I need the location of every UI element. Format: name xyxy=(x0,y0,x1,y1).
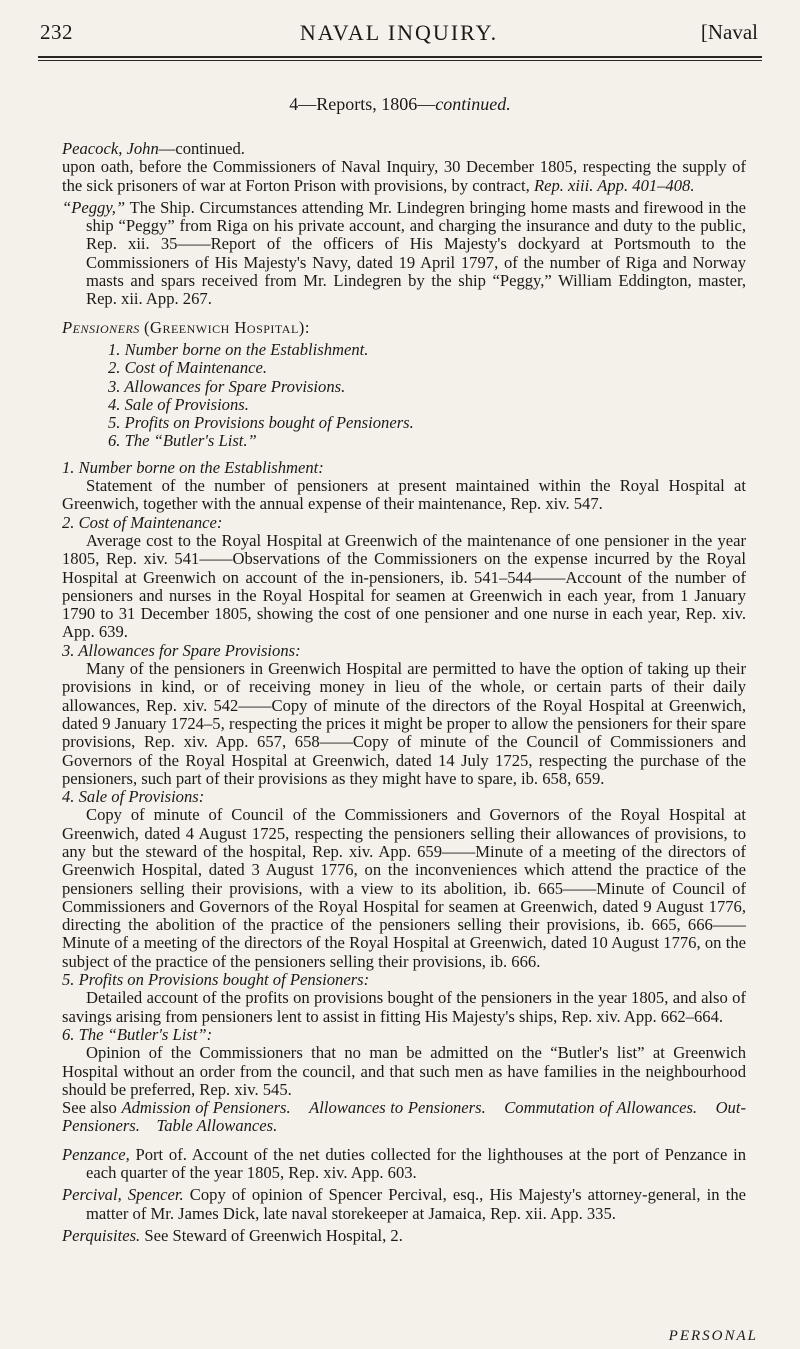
list-item: 5. Profits on Provisions bought of Pensioners. xyxy=(108,413,414,433)
entry-heading: “Peggy,” xyxy=(62,197,126,217)
header-rule-thin xyxy=(38,60,762,61)
subsection-heading: 6. The “Butler's List”: xyxy=(62,1024,213,1044)
subsection-text: Statement of the number of pensioners at present maintained within the Royal Hospital at Greenwich, together with the annual expense of their maintenance, Rep. xiv. 547. xyxy=(62,476,746,514)
subsection-heading: 3. Allowances for Spare Provisions: xyxy=(62,640,301,660)
page-number: 232 xyxy=(40,20,73,44)
see-also-item: Admission of Pensioners. xyxy=(121,1098,291,1118)
entry-peggy: “Peggy,” The Ship. Circumstances attending Mr. Lindegren bringing home masts and firewood in the ship “Peggy” from Riga on his private account, and charging the insurance and duty to the public, Rep. xii. 35——Report of the officers of His Majesty's dockyard at Portsmouth to the Commissioners of His Majesty's Navy, dated 19 April 1797, of the number of Riga and Norway masts and spars received from Mr. Lindegren by the ship “Peggy,” William Eddington, master, Rep. xii. App. 267. xyxy=(62,197,746,309)
see-also-item: Table Allowances. xyxy=(156,1116,278,1136)
subsection-heading: 5. Profits on Provisions bought of Pensioners: xyxy=(62,970,370,990)
running-title: NAVAL INQUIRY. xyxy=(299,20,499,45)
entry-heading: Percival, Spencer. xyxy=(62,1185,184,1205)
subsection-text: Average cost to the Royal Hospital at Greenwich of the maintenance of one pensioner in the year 1805, Rep. xiv. 541——Observations of the Commissioners on the expense incurred by the Royal Hospital at Greenwich on account of the in-pensioners, ib. 541–544——Account of the number of pensioners and nurses in the Royal Hospital for seamen at Greenwich in each year, from 1 January 1790 to 31 December 1805, showing the cost of one pensioner and one nurse in each year, Rep. xiv. App. 639. xyxy=(62,530,746,642)
subsection-text: Many of the pensioners in Greenwich Hospital are permitted to have the option of taking up their provisions in kind, or of receiving money in lieu of the whole, or certain parts of their daily allowances, Rep. xiv. 542——Copy of minute of the directors of the Royal Hospital at Greenwich, dated 9 January 1724–5, respecting the prices it might be proper to allow the pensioners for their spare provisions, Rep. xiv. App. 657, 658——Copy of minute of the Council of Commissioners and Governors of the Royal Hospital at Greenwich, dated 14 July 1725, respecting the purchase of the pensioners, such part of their provisions as they might have to spare, ib. 658, 659. xyxy=(62,659,746,788)
subsection-heading: 4. Sale of Provisions: xyxy=(62,787,205,807)
pensioners-list xyxy=(108,341,746,451)
entry-perceval: Percival, Spencer. Copy of opinion of Spencer Percival, esq., His Majesty's attorney-general, in the matter of Mr. James Dick, late naval storekeeper at Jamaica, Rep. xii. App. 335. xyxy=(62,1185,746,1223)
entry-peacock-text: upon oath, before the Commissioners of Naval Inquiry, 30 December 1805, respecting the supply of the sick prisoners of war at Forton Prison with provisions, by contract, Rep. xiii. App. 401–408. xyxy=(62,157,746,195)
list-item: 2. Cost of Maintenance. xyxy=(108,358,268,378)
index-body xyxy=(62,140,746,1245)
section-subtitle: 4—Reports, 1806—continued. xyxy=(289,94,511,114)
entry-pensioners: Pensioners (Greenwich Hospital): xyxy=(62,317,310,337)
see-also-item: Allowances to Pensioners. xyxy=(309,1098,486,1118)
subsection-text: Detailed account of the profits on provisions bought of the pensioners in the year 1805, and also of savings arising from pensioners lent to assist in fitting His Majesty's ships, Rep. xiv. App. 662–664. xyxy=(62,988,746,1026)
list-item: 4. Sale of Provisions. xyxy=(108,394,249,414)
section-tag: [Naval xyxy=(700,20,758,44)
list-item: 6. The “Butler's List.” xyxy=(108,431,257,451)
entry-heading: Penzance, xyxy=(62,1144,130,1164)
subsection-heading: 2. Cost of Maintenance: xyxy=(62,512,223,532)
entry-perquisites: Perquisites. See Steward of Greenwich Hospital, 2. xyxy=(62,1225,403,1245)
page-header xyxy=(40,20,758,50)
subsection-heading: 1. Number borne on the Establishment: xyxy=(62,457,324,477)
list-item: 3. Allowances for Spare Provisions. xyxy=(108,376,346,396)
subsection-text: Copy of minute of Council of the Commissioners and Governors of the Royal Hospital at Greenwich, dated 4 August 1725, respecting the pensioners selling their allowances of provisions, to any but the steward of the hospital, Rep. xiv. App. 659——Minute of a meeting of the directors of Greenwich Hospital, dated 3 August 1776, on the inconveniences which attend the practice of the pensioners selling their provisions, with a view to its abolition, ib. 665——Minute of Council of Commissioners and Governors of the Royal Hospital for seamen at Greenwich, dated 9 August 1776, directing the abolition of the practice of the pensioners selling their provisions, ib. 665, 666——Minute of a meeting of the directors of the Royal Hospital at Greenwich, dated 10 August 1776, on the subject of the practice of the pensioners selling their provisions, ib. 666. xyxy=(62,805,746,971)
entry-heading: Pensioners xyxy=(62,317,140,337)
subsection-text: Opinion of the Commissioners that no man be admitted on the “Butler's list” at Greenwich Hospital without an order from the council, and that such men as have families in the neighbourhood should be preferred, Rep. xiv. 545. xyxy=(62,1043,746,1099)
list-item: 1. Number borne on the Establishment. xyxy=(108,339,369,359)
see-also-item: Out-Pensioners. xyxy=(62,1098,746,1136)
see-also-item: Commutation of Allowances. xyxy=(504,1098,698,1118)
header-rule-thick xyxy=(38,56,762,58)
catchword: PERSONAL xyxy=(668,1328,758,1344)
entry-penzance: Penzance, Port of. Account of the net duties collected for the lighthouses at the port of Penzance in each quarter of the year 1805, Rep. xiv. App. 603. xyxy=(62,1144,746,1183)
see-also: See also Admission of Pensioners. Allowances to Pensioners. Commutation of Allowances. Out-Pensioners. Table Allowances. xyxy=(62,1098,746,1136)
entry-heading: Peacock, John xyxy=(62,139,159,158)
entry-heading: Perquisites. xyxy=(62,1225,141,1245)
entry-peacock: Peacock, John—continued. xyxy=(62,139,245,158)
